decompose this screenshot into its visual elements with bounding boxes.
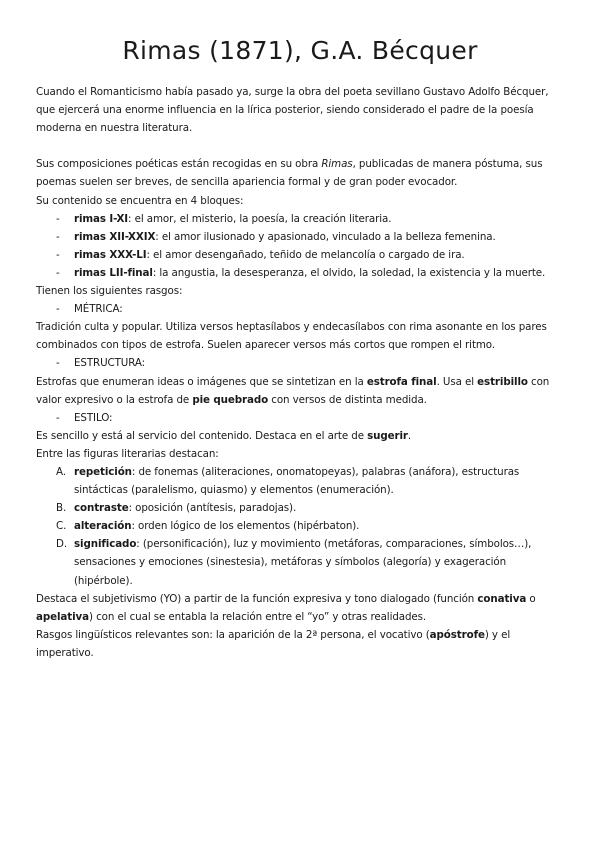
figure-label: significado bbox=[74, 538, 137, 551]
block-label: rimas I-XI bbox=[74, 212, 129, 225]
list-marker: C. bbox=[56, 520, 67, 533]
intro-paragraph: Cuando el Romanticismo había pasado ya, surge la obra del poeta sevillano Gustavo Adolfo Bécquer, que ejercerá una enorme influencia en la lírica posterior, siendo considerado el padre de la poesía moderna en nuestra literatura. bbox=[36, 86, 549, 135]
metrica-paragraph: Tradición culta y popular. Utiliza versos heptasílabos y endecasílabos con rima asonante en los pares combinados con tipos de estrofa. Suelen aparecer versos más cortos que rompen el ritmo. bbox=[36, 321, 547, 352]
list-item-text bbox=[74, 517, 566, 535]
rasgos-text: Rasgos lingüísticos relevantes son: la aparición de la 2ª persona, el vocativo ( bbox=[36, 628, 430, 641]
estructura-heading: ESTRUCTURA: bbox=[74, 357, 146, 370]
figure-text: : (personificación), luz y movimiento (metáforas, comparaciones, símbolos…), sensaciones y emociones (sinestesia), metáforas y símbolos (alegoría) y exageración (hipérbole). bbox=[74, 538, 532, 587]
blocks-list bbox=[36, 210, 566, 282]
estructura-paragraph bbox=[36, 373, 566, 409]
figure-label: repetición bbox=[74, 465, 132, 478]
estructura-text: con valor expresivo o la estrofa de bbox=[36, 375, 550, 406]
list-item-text bbox=[74, 228, 566, 246]
bullet-dash: - bbox=[56, 248, 60, 261]
list-item-text bbox=[74, 264, 566, 282]
metrica-heading-row bbox=[36, 300, 566, 318]
figure-label: contraste bbox=[74, 502, 129, 515]
estilo-heading: ESTILO: bbox=[74, 411, 113, 424]
list-marker: D. bbox=[56, 538, 68, 551]
estructura-text: Estrofas que enumeran ideas o imágenes que se sintetizan en la bbox=[36, 375, 367, 388]
bullet-dash: - bbox=[56, 357, 60, 370]
estilo-paragraph bbox=[36, 427, 566, 445]
bullet-dash: - bbox=[56, 230, 60, 243]
block-text: : el amor ilusionado y apasionado, vinculado a la belleza femenina. bbox=[155, 230, 496, 243]
work-title: Rimas bbox=[321, 158, 353, 171]
block-text: : el amor, el misterio, la poesía, la creación literaria. bbox=[128, 212, 392, 225]
block-label: rimas XXX-LI bbox=[74, 248, 147, 261]
features-intro: Tienen los siguientes rasgos: bbox=[36, 285, 183, 298]
list-marker: A. bbox=[56, 465, 66, 478]
estructura-text: . Usa el bbox=[436, 375, 478, 388]
estilo-text: . bbox=[407, 429, 412, 442]
spacer bbox=[36, 137, 566, 155]
figure-text: : oposición (antítesis, paradojas). bbox=[128, 502, 297, 515]
subjetivismo-term: apelativa bbox=[36, 610, 89, 623]
estilo-term: sugerir bbox=[367, 429, 408, 442]
subjetivismo-text: o bbox=[526, 592, 536, 605]
blocks-intro: Su contenido se encuentra en 4 bloques: bbox=[36, 194, 244, 207]
estructura-term: estrofa final bbox=[366, 375, 437, 388]
estructura-term: estribillo bbox=[477, 375, 528, 388]
block-label: rimas XII-XXIX bbox=[74, 230, 156, 243]
compositions-text-before: Sus composiciones poéticas están recogidas en su obra bbox=[36, 158, 322, 171]
subjetivismo-paragraph bbox=[36, 590, 566, 626]
list-item-text bbox=[74, 246, 566, 264]
bullet-dash: - bbox=[56, 212, 60, 225]
list-item-text bbox=[74, 463, 566, 499]
document-body bbox=[36, 83, 566, 662]
page-title: Rimas (1871), G.A. Bécquer bbox=[122, 36, 478, 65]
subjetivismo-text: ) con el cual se entabla la relación entre el “yo” y otras realidades. bbox=[89, 610, 427, 623]
list-item bbox=[36, 228, 566, 246]
subjetivismo-text: Destaca el subjetivismo (YO) a partir de la función expresiva y tono dialogado (función bbox=[36, 592, 478, 605]
block-text: : el amor desengañado, teñido de melancolía o cargado de ira. bbox=[146, 248, 465, 261]
list-item-text bbox=[74, 210, 566, 228]
list-item bbox=[56, 535, 566, 589]
metrica-heading: MÉTRICA: bbox=[74, 303, 123, 316]
estructura-term: pie quebrado bbox=[192, 393, 269, 406]
bullet-dash: - bbox=[56, 303, 60, 316]
figure-label: alteración bbox=[74, 520, 132, 533]
block-label: rimas LII-final bbox=[74, 266, 153, 279]
subjetivismo-term: conativa bbox=[477, 592, 527, 605]
estructura-text: con versos de distinta medida. bbox=[268, 393, 427, 406]
estilo-text: Es sencillo y está al servicio del contenido. Destaca en el arte de bbox=[36, 429, 368, 442]
list-item bbox=[36, 246, 566, 264]
list-item-text bbox=[74, 499, 566, 517]
bullet-dash: - bbox=[56, 266, 60, 279]
rasgos-paragraph bbox=[36, 626, 566, 662]
rasgos-text: ) y el imperativo. bbox=[36, 628, 511, 659]
list-item-text bbox=[74, 535, 566, 589]
block-text: : la angustia, la desesperanza, el olvido, la soledad, la existencia y la muerte. bbox=[152, 266, 546, 279]
estilo-heading-row bbox=[36, 409, 566, 427]
list-item bbox=[36, 264, 566, 282]
bullet-dash: - bbox=[56, 411, 60, 424]
list-item bbox=[56, 463, 566, 499]
figures-intro: Entre las figuras literarias destacan: bbox=[36, 447, 219, 460]
estructura-heading-row bbox=[36, 354, 566, 372]
list-item bbox=[56, 517, 566, 535]
list-item bbox=[36, 210, 566, 228]
list-marker: B. bbox=[56, 502, 67, 515]
figure-text: : orden lógico de los elementos (hipérbaton). bbox=[131, 520, 360, 533]
list-item bbox=[56, 499, 566, 517]
compositions-text-after: , publicadas de manera póstuma, sus poemas suelen ser breves, de sencilla apariencia formal y de gran poder evocador. bbox=[36, 158, 543, 189]
figures-list bbox=[36, 463, 566, 590]
compositions-paragraph bbox=[36, 155, 566, 191]
figure-text: : de fonemas (aliteraciones, onomatopeyas), palabras (anáfora), estructuras sintácticas (paralelismo, quiasmo) y elementos (enumeración). bbox=[74, 465, 520, 497]
rasgos-term: apóstrofe bbox=[429, 628, 485, 641]
